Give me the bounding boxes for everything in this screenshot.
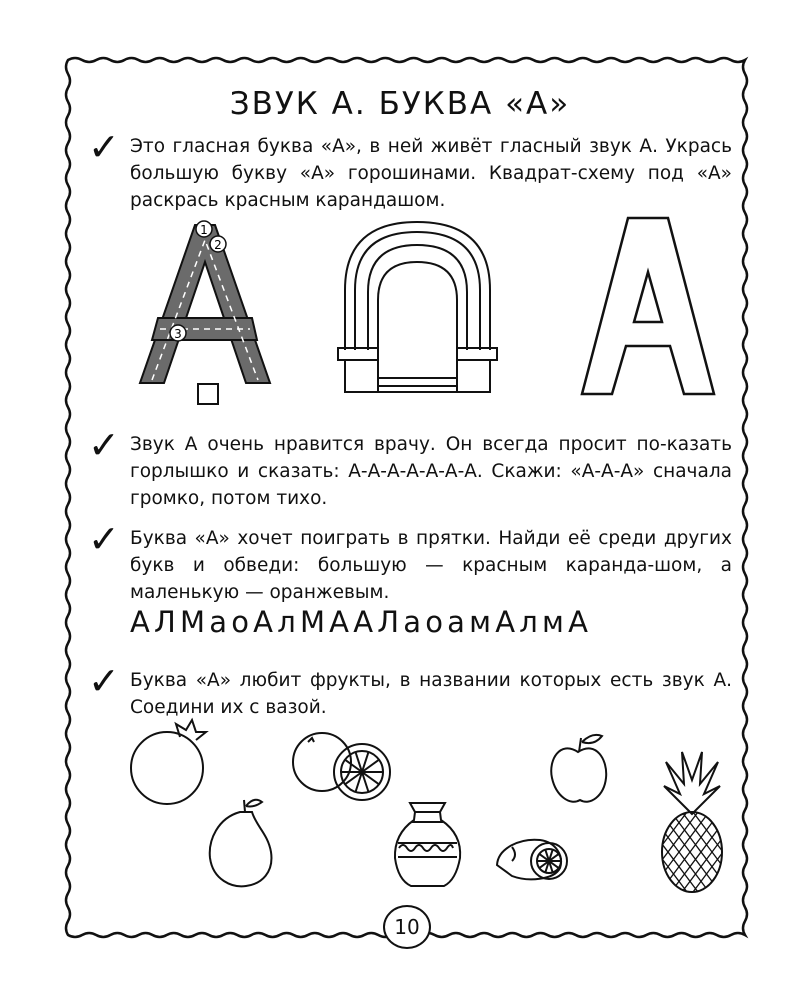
vase-icon xyxy=(395,803,460,886)
page-title: ЗВУК А. БУКВА «А» xyxy=(229,86,571,122)
stroke-number-2: 2 xyxy=(214,238,222,252)
lemon-icon xyxy=(497,840,567,880)
stroke-number-1: 1 xyxy=(200,223,208,237)
section-4-text: Буква «А» любит фрукты, в названии которых есть звук А. Соедини их с вазой. xyxy=(130,670,732,718)
checkmark-icon: ✓ xyxy=(88,125,120,169)
apple-icon xyxy=(551,735,606,802)
checkmark-icon: ✓ xyxy=(88,423,120,467)
hidden-letters-row: АЛМаоАлМААЛаоамАлмА xyxy=(130,605,593,639)
section-1-text: Это гласная буква «А», в ней живёт гласный звук А. Укрась большую букву «А» горошинами. Квадрат-схему под «А» раскрась красным карандашом. xyxy=(130,136,732,211)
stroke-number-3: 3 xyxy=(174,327,182,341)
page-number: 10 xyxy=(383,905,431,949)
checkmark-icon: ✓ xyxy=(88,517,120,561)
pear-icon xyxy=(210,800,272,887)
orange-icon xyxy=(293,733,390,800)
section-2-text: Звук А очень нравится врачу. Он всегда просит по-казать горлышко и сказать: А-А-А-А-А-А-А. Скажи: «А-А-А» сначала громко, потом тихо. xyxy=(130,434,732,509)
checkmark-icon: ✓ xyxy=(88,659,120,703)
pomegranate-icon xyxy=(131,720,206,804)
section-3-text: Буква «А» хочет поиграть в прятки. Найди её среди других букв и обведи: большую — красным каранда-шом, а маленькую — оранжевым. xyxy=(130,528,732,603)
